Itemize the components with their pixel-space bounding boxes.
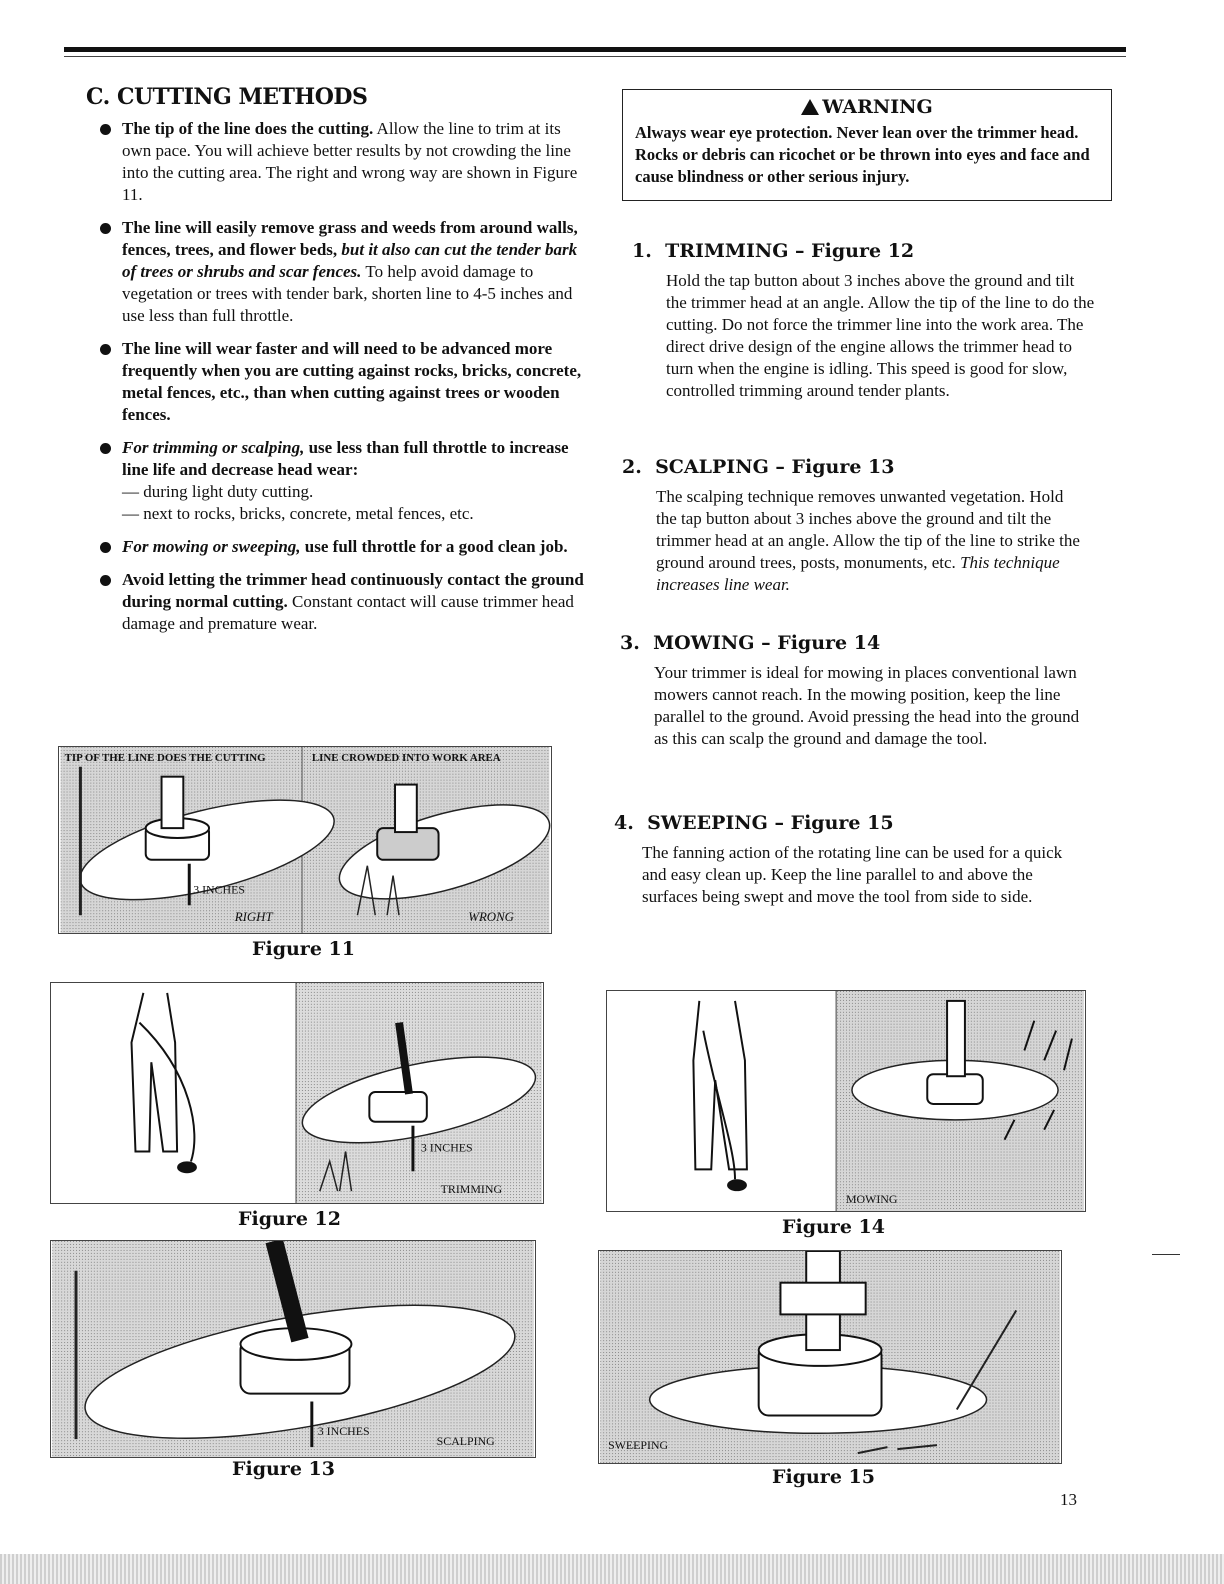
figure-11-illustration: [58, 746, 552, 934]
scalping-illustration: [51, 1241, 535, 1457]
bullet-icon: [100, 542, 111, 553]
warning-triangle-icon: [801, 99, 819, 115]
figure-15-label-mode: SWEEPING: [608, 1438, 669, 1453]
step-mowing: [620, 632, 1086, 750]
bullet-item: Avoid letting the trimmer head continuously contact the ground during normal cutting. Constant contact will cause trimmer head damage and premature wear.: [92, 569, 592, 635]
figure-12-label-inches: 3 INCHES: [420, 1140, 473, 1155]
figure-11-label-crowded: LINE CROWDED INTO WORK AREA: [311, 751, 501, 764]
trimmer-comparison-illustration: [59, 747, 551, 933]
figure-12-caption: Figure 12: [238, 1208, 341, 1230]
scan-edge: [0, 1554, 1224, 1584]
bullet-icon: [100, 443, 111, 454]
trimming-illustration: [51, 983, 543, 1203]
figure-15-illustration: [598, 1250, 1062, 1464]
figure-11-label-wrong: WRONG: [468, 910, 514, 925]
bullet-icon: [100, 223, 111, 234]
sweeping-illustration: [599, 1251, 1061, 1463]
bullet-icon: [100, 344, 111, 355]
bullet-icon: [100, 575, 111, 586]
figure-13-label-inches: 3 INCHES: [317, 1424, 370, 1439]
warning-title: WARNING: [635, 96, 1099, 118]
top-rule-thin: [64, 56, 1126, 57]
mowing-illustration: [607, 991, 1085, 1211]
section-title: C. CUTTING METHODS: [86, 84, 368, 110]
figure-11-caption: Figure 11: [252, 938, 355, 960]
figure-13-caption: Figure 13: [232, 1458, 335, 1480]
figure-11-label-tip: TIP OF THE LINE DOES THE CUTTING: [64, 751, 266, 764]
step-trimming: [632, 240, 1098, 402]
bullet-list: [92, 118, 592, 646]
figure-11-label-right: RIGHT: [234, 910, 273, 925]
step-text: Hold the tap button about 3 inches above the ground and tilt the trimmer head at an angle. Allow the tip of the line to do the cutting. Do not force the trimmer line into the work area. The direct drive design of the engine allows the trimmer head to turn when the engine is idling. This speed is good for slow, controlled trimming around tender plants.: [666, 271, 1095, 400]
top-rule: [64, 47, 1126, 52]
step-sweeping: [614, 812, 1074, 908]
step-scalping: [622, 456, 1088, 596]
figure-11-label-inches: 3 INCHES: [193, 882, 245, 897]
edge-mark: [1152, 1254, 1180, 1255]
bullet-item: For mowing or sweeping, use full throttle for a good clean job.: [92, 536, 592, 558]
step-text: The fanning action of the rotating line can be used for a quick and easy clean up. Keep the line parallel to and above the surfaces being swept and move the tool from side to side.: [642, 843, 1063, 906]
step-heading: 2. SCALPING – Figure 13: [622, 456, 895, 478]
figure-13-label-mode: SCALPING: [436, 1434, 495, 1449]
step-heading: 1. TRIMMING – Figure 12: [632, 240, 915, 262]
step-heading: 4. SWEEPING – Figure 15: [614, 812, 894, 834]
warning-text: Always wear eye protection. Never lean over the trimmer head. Rocks or debris can ricochet or be thrown into eyes and face and cause blindness or other serious injury.: [635, 123, 1090, 186]
bullet-item: The tip of the line does the cutting. Allow the line to trim at its own pace. You will achieve better results by not crowding the line into the cutting area. The right and wrong way are shown in Figure 11.: [92, 118, 592, 206]
step-text: Your trimmer is ideal for mowing in places conventional lawn mowers cannot reach. In the mowing position, keep the line parallel to the ground. Avoid pressing the head into the ground as this can scalp the ground and damage the tool.: [654, 663, 1080, 748]
bullet-item: The line will easily remove grass and weeds from around walls, fences, trees, and flower beds, but it also can cut the tender bark of trees or shrubs and scar fences. To help avoid damage to vegetation or trees with tender bark, shorten line to 4-5 inches and use less than full throttle.: [92, 217, 592, 327]
bullet-icon: [100, 124, 111, 135]
figure-15-caption: Figure 15: [772, 1466, 875, 1488]
step-heading: 3. MOWING – Figure 14: [620, 632, 881, 654]
figure-14-label-mode: MOWING: [846, 1192, 898, 1207]
step-text: The scalping technique removes unwanted vegetation. Hold the tap button about 3 inches above the ground and tilt the trimmer head at an angle. Allow the tip of the line to strike the ground around trees, posts, monuments, etc. This technique increases line wear.: [656, 487, 1080, 594]
figure-14-illustration: [606, 990, 1086, 1212]
bullet-item: For trimming or scalping, use less than full throttle to increase line life and decrease head wear: — during light duty cutting. — next to rocks, bricks, concrete, metal fences, etc.: [92, 437, 592, 525]
figure-12-illustration: [50, 982, 544, 1204]
warning-box: [622, 89, 1112, 201]
figure-12-label-mode: TRIMMING: [440, 1182, 503, 1197]
bullet-item: The line will wear faster and will need to be advanced more frequently when you are cutting against rocks, bricks, concrete, metal fences, etc., than when cutting against trees or wooden fences.: [92, 338, 592, 426]
page-number: 13: [1060, 1490, 1077, 1509]
figure-13-illustration: [50, 1240, 536, 1458]
figure-14-caption: Figure 14: [782, 1216, 885, 1238]
